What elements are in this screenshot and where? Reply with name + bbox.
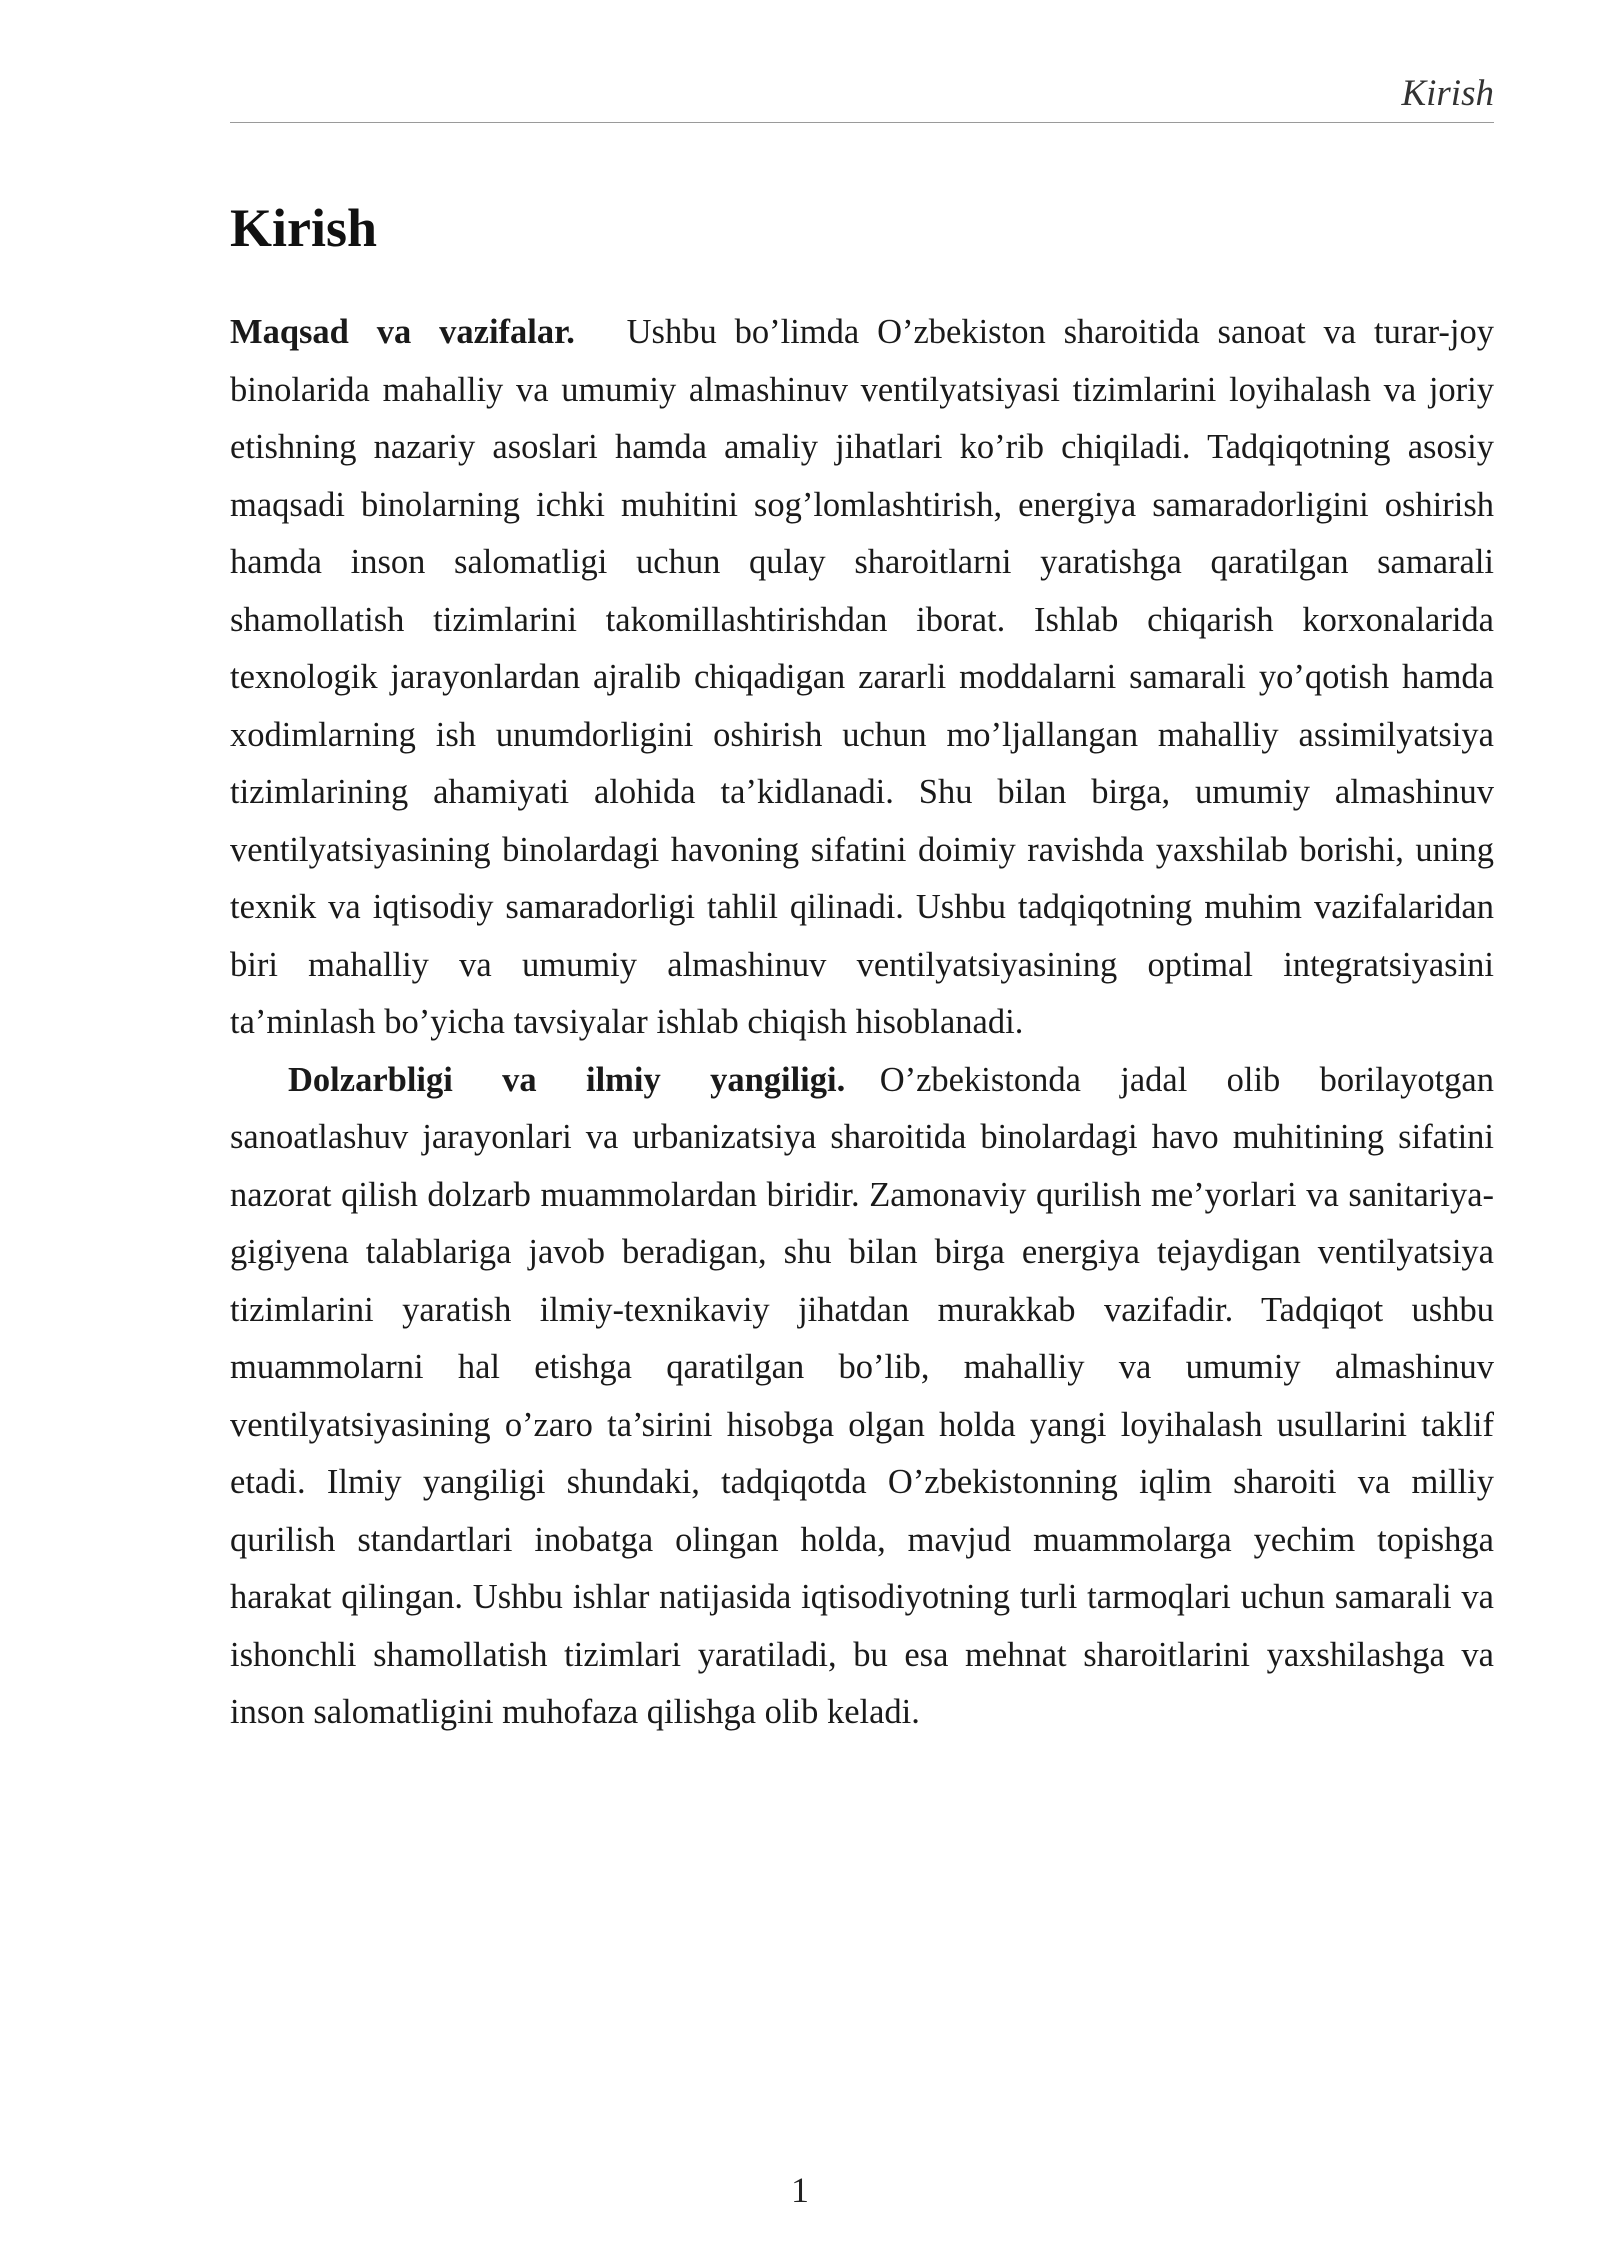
chapter-title: Kirish <box>230 198 378 258</box>
paragraph-text-relevance: O’zbekistonda jadal olib borilayotgan sanoatlashuv jarayonlari va urbanizatsiya sharoitida binolardagi havo muhitining sifatini nazorat qilish dolzarb muammolardan biridir. Zamonaviy qurilish me’yorlari va sanitariya-gigiyena talablariga javob beradigan, shu bilan birga energiya tejaydigan ventilyatsiya tizimlarini yaratish ilmiy-texnikaviy jihatdan murakkab vazifadir. Tadqiqot ushbu muammolarni hal etishga qaratilgan bo’lib, mahalliy va umumiy almashinuv ventilyatsiyasining o’zaro ta’sirini hisobga olgan holda yangi loyihalash usullarini taklif etadi. Ilmiy yangiligi shundaki, tadqiqotda O’zbekistonning iqlim sharoiti va milliy qurilish standartlari inobatga olingan holda, mavjud muammolarga yechim topishga harakat qilingan. Ushbu ishlar natijasida iqtisodiyotning turli tarmoqlari uchun samarali va ishonchli shamollatish tizimlari yaratiladi, bu esa mehnat sharoitlarini yaxshilashga va inson salomatligini muhofaza qilishga olib keladi. <box>230 1060 1494 1731</box>
paragraph-relevance <box>230 1052 1494 1742</box>
page-number: 1 <box>791 2170 809 2210</box>
paragraph-text-goals: Ushbu bo’limda O’zbekiston sharoitida sanoat va turar-joy binolarida mahalliy va umumiy almashinuv ventilyatsiyasi tizimlarini loyihalash va joriy etishning nazariy asoslari hamda amaliy jihatlari ko’rib chiqiladi. Tadqiqotning asosiy maqsadi binolarning ichki muhitini sog’lomlashtirish, energiya samaradorligini oshirish hamda inson salomatligi uchun qulay sharoitlarni yaratishga qaratilgan samarali shamollatish tizimlarini takomillashtirishdan iborat. Ishlab chiqarish korxonalarida texnologik jarayonlardan ajralib chiqadigan zararli moddalarni samarali yo’qotish hamda xodimlarning ish unumdorligini oshirish uchun mo’ljallangan mahalliy assimilyatsiya tizimlarining ahamiyati alohida ta’kidlanadi. Shu bilan birga, umumiy almashinuv ventilyatsiyasining binolardagi havoning sifatini doimiy ravishda yaxshilab borishi, uning texnik va iqtisodiy samaradorligi tahlil qilinadi. Ushbu tadqiqotning muhim vazifalaridan biri mahalliy va umumiy almashinuv ventilyatsiyasining optimal integratsiyasini ta’minlash bo’yicha tavsiyalar ishlab chiqish hisoblanadi. <box>230 313 1495 1041</box>
paragraph-goals <box>230 304 1494 1052</box>
paragraph-lead-goals: Maqsad va vazifalar. <box>230 313 575 351</box>
body-text <box>230 304 1494 1742</box>
running-header <box>230 70 1494 123</box>
running-header-title: Kirish <box>1401 73 1494 114</box>
paragraph-lead-relevance: Dolzarbligi va ilmiy yangiligi. <box>288 1060 846 1099</box>
